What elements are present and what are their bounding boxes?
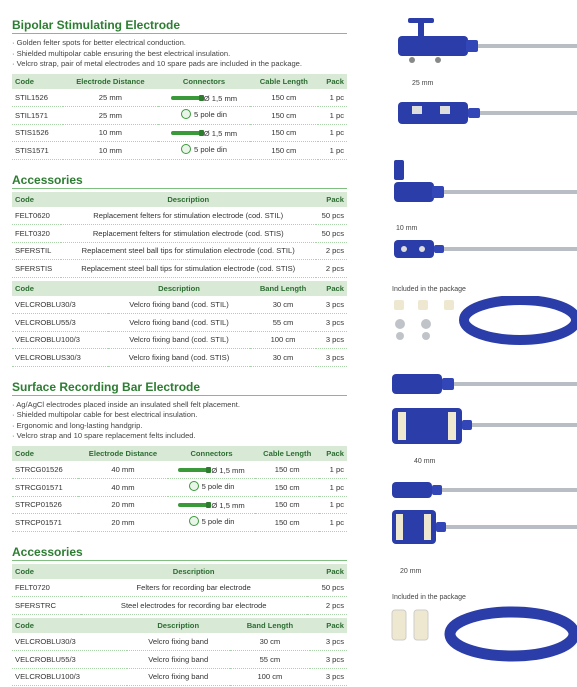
product-code: VELCROBLUS30/3 bbox=[12, 349, 108, 367]
package-contents-2-image bbox=[388, 604, 577, 666]
product-description: Velcro fixing band (cod. STIS) bbox=[108, 349, 249, 367]
stis-electrode-image bbox=[388, 158, 577, 210]
cable-length: 150 cm bbox=[255, 461, 319, 479]
product-images bbox=[378, 0, 577, 687]
column-header: Description bbox=[81, 564, 307, 580]
package-contents-1-image bbox=[388, 296, 577, 346]
electrode-distance: 40 mm bbox=[78, 479, 168, 497]
din-connector-icon bbox=[189, 516, 199, 526]
column-header: Pack bbox=[318, 74, 347, 90]
pack-quantity: 3 pcs bbox=[316, 349, 347, 367]
connector-label: Ø 1,5 mm bbox=[203, 128, 238, 138]
electrode-distance: 20 mm bbox=[78, 514, 168, 532]
table-row bbox=[12, 207, 347, 225]
feature-bullet: · Velcro strap, pair of metal electrodes and 10 spare pads are included in the package. bbox=[12, 59, 347, 70]
column-header: Connectors bbox=[158, 74, 250, 90]
band-length: 55 cm bbox=[230, 651, 310, 669]
feature-bullet: · Velcro strap and 10 spare replacement felts included. bbox=[12, 431, 347, 442]
column-header: Band Length bbox=[250, 281, 317, 297]
column-header: Pack bbox=[319, 446, 347, 462]
cable-length: 150 cm bbox=[250, 124, 318, 142]
table-row bbox=[12, 514, 347, 532]
bipolar-features bbox=[12, 38, 347, 70]
column-header: Pack bbox=[307, 564, 347, 580]
feature-bullet: · Golden felter spots for better electrical conduction. bbox=[12, 38, 347, 49]
table-row bbox=[12, 89, 347, 107]
column-header: Connectors bbox=[168, 446, 255, 462]
table-row bbox=[12, 461, 347, 479]
dim-label-25: 25 mm bbox=[412, 80, 434, 87]
section-title-bipolar: Bipolar Stimulating Electrode bbox=[12, 17, 347, 34]
column-header: Code bbox=[12, 281, 108, 297]
feature-bullet: · Shielded multipolar cable for best electrical insulation. bbox=[12, 410, 347, 421]
stil-electrode-image bbox=[388, 14, 577, 66]
product-code: STRCP01526 bbox=[12, 496, 78, 514]
product-description: Velcro fixing band (cod. STIL) bbox=[108, 331, 249, 349]
product-code: FELT0720 bbox=[12, 579, 81, 597]
table-row bbox=[12, 225, 347, 243]
product-description: Velcro fixing band (cod. STIL) bbox=[108, 314, 249, 332]
column-header: Code bbox=[12, 192, 61, 208]
connector-cell bbox=[158, 89, 250, 107]
table-row bbox=[12, 597, 347, 615]
package-label-1: Included in the package bbox=[392, 286, 466, 293]
stis-electrode-side-image bbox=[388, 236, 577, 266]
product-code: VELCROBLU30/3 bbox=[12, 296, 108, 314]
table-row bbox=[12, 260, 347, 278]
cable-length: 150 cm bbox=[255, 479, 319, 497]
pack-quantity: 1 pc bbox=[318, 142, 347, 160]
recording-features bbox=[12, 400, 347, 442]
table-row bbox=[12, 496, 347, 514]
product-code: VELCROBLU30/3 bbox=[12, 633, 127, 651]
pack-quantity: 3 pcs bbox=[310, 668, 347, 686]
cable-length: 150 cm bbox=[250, 89, 318, 107]
column-header: Description bbox=[61, 192, 316, 208]
pack-quantity: 3 pcs bbox=[310, 651, 347, 669]
column-header: Code bbox=[12, 74, 63, 90]
pack-quantity: 3 pcs bbox=[316, 314, 347, 332]
table-row bbox=[12, 124, 347, 142]
column-header: Code bbox=[12, 564, 81, 580]
product-description: Replacement steel ball tips for stimulation electrode (cod. STIS) bbox=[61, 260, 316, 278]
connector-cell bbox=[158, 107, 250, 125]
column-header: Band Length bbox=[230, 618, 310, 634]
connector-cell bbox=[168, 461, 255, 479]
column-header: Pack bbox=[310, 618, 347, 634]
product-description: Replacement steel ball tips for stimulation electrode (cod. STIL) bbox=[61, 242, 316, 260]
connector-cell bbox=[158, 142, 250, 160]
column-header: Pack bbox=[316, 192, 347, 208]
electrode-distance: 25 mm bbox=[63, 89, 158, 107]
section-title-accessories-1: Accessories bbox=[12, 172, 347, 189]
pack-quantity: 2 pcs bbox=[307, 597, 347, 615]
connector-label: 5 pole din bbox=[201, 481, 235, 491]
accessories-table-1 bbox=[12, 192, 347, 278]
dim-label-40: 40 mm bbox=[414, 458, 436, 465]
section-title-recording: Surface Recording Bar Electrode bbox=[12, 379, 347, 396]
velcro-table-1 bbox=[12, 281, 347, 367]
cable-length: 150 cm bbox=[255, 514, 319, 532]
recording-table bbox=[12, 446, 347, 532]
din-connector-icon bbox=[181, 109, 191, 119]
cable-length: 150 cm bbox=[255, 496, 319, 514]
band-length: 30 cm bbox=[230, 633, 310, 651]
connector-cell bbox=[168, 514, 255, 532]
dim-label-20: 20 mm bbox=[400, 568, 422, 575]
product-description: Felters for recording bar electrode bbox=[81, 579, 307, 597]
pack-quantity: 1 pc bbox=[318, 107, 347, 125]
recording-bar-40-image bbox=[388, 372, 577, 452]
product-description: Velcro fixing band bbox=[127, 668, 230, 686]
pack-quantity: 1 pc bbox=[318, 89, 347, 107]
connector-label: Ø 1,5 mm bbox=[211, 465, 245, 475]
product-code: FELT0320 bbox=[12, 225, 61, 243]
pack-quantity: 3 pcs bbox=[316, 296, 347, 314]
column-header: Cable Length bbox=[250, 74, 318, 90]
table-row bbox=[12, 142, 347, 160]
electrode-distance: 10 mm bbox=[63, 124, 158, 142]
connector-label: 5 pole din bbox=[201, 516, 235, 526]
column-header: Description bbox=[108, 281, 249, 297]
product-description: Steel electrodes for recording bar electrode bbox=[81, 597, 307, 615]
product-code: STRCG01571 bbox=[12, 479, 78, 497]
product-description: Replacement felters for stimulation electrode (cod. STIL) bbox=[61, 207, 316, 225]
pack-quantity: 50 pcs bbox=[316, 225, 347, 243]
electrode-distance: 25 mm bbox=[63, 107, 158, 125]
column-header: Electrode Distance bbox=[78, 446, 168, 462]
product-description: Velcro fixing band bbox=[127, 651, 230, 669]
cable-length: 150 cm bbox=[250, 107, 318, 125]
connector-label: Ø 1,5 mm bbox=[203, 93, 238, 103]
din-connector-icon bbox=[189, 481, 199, 491]
dim-label-10: 10 mm bbox=[396, 225, 418, 232]
table-row bbox=[12, 296, 347, 314]
column-header: Description bbox=[127, 618, 230, 634]
feature-bullet: · Ergonomic and long-lasting handgrip. bbox=[12, 421, 347, 432]
pin-connector-icon bbox=[171, 96, 201, 100]
pack-quantity: 1 pc bbox=[319, 514, 347, 532]
pack-quantity: 2 pcs bbox=[316, 242, 347, 260]
column-header: Pack bbox=[316, 281, 347, 297]
band-length: 100 cm bbox=[230, 668, 310, 686]
pack-quantity: 2 pcs bbox=[316, 260, 347, 278]
column-header: Code bbox=[12, 446, 78, 462]
section-title-accessories-2: Accessories bbox=[12, 544, 347, 561]
product-code: VELCROBLU55/3 bbox=[12, 314, 108, 332]
product-description: Velcro fixing band bbox=[127, 633, 230, 651]
product-code: FELT0620 bbox=[12, 207, 61, 225]
pack-quantity: 1 pc bbox=[319, 479, 347, 497]
table-row bbox=[12, 314, 347, 332]
column-header: Cable Length bbox=[255, 446, 319, 462]
product-description: Replacement felters for stimulation electrode (cod. STIS) bbox=[61, 225, 316, 243]
table-row bbox=[12, 349, 347, 367]
product-code: STIL1571 bbox=[12, 107, 63, 125]
accessories-table-2 bbox=[12, 564, 347, 615]
product-code: VELCROBLU100/3 bbox=[12, 668, 127, 686]
table-row bbox=[12, 242, 347, 260]
pack-quantity: 1 pc bbox=[318, 124, 347, 142]
band-length: 30 cm bbox=[250, 349, 317, 367]
table-row bbox=[12, 107, 347, 125]
pin-connector-icon bbox=[178, 503, 208, 507]
connector-cell bbox=[168, 479, 255, 497]
connector-cell bbox=[158, 124, 250, 142]
feature-bullet: · Shielded multipolar cable ensuring the best electrical insulation. bbox=[12, 49, 347, 60]
column-header: Code bbox=[12, 618, 127, 634]
product-code: SFERSTIS bbox=[12, 260, 61, 278]
electrode-distance: 20 mm bbox=[78, 496, 168, 514]
pack-quantity: 1 pc bbox=[319, 496, 347, 514]
pin-connector-icon bbox=[171, 131, 201, 135]
product-code: STRCG01526 bbox=[12, 461, 78, 479]
product-code: SFERSTRC bbox=[12, 597, 81, 615]
connector-label: 5 pole din bbox=[193, 109, 227, 119]
recording-bar-20-image bbox=[388, 480, 577, 560]
connector-cell bbox=[168, 496, 255, 514]
pack-quantity: 3 pcs bbox=[310, 633, 347, 651]
product-code: STRCP01571 bbox=[12, 514, 78, 532]
band-length: 55 cm bbox=[250, 314, 317, 332]
din-connector-icon bbox=[181, 144, 191, 154]
product-code: VELCROBLU100/3 bbox=[12, 331, 108, 349]
pin-connector-icon bbox=[178, 468, 208, 472]
catalog-left-column bbox=[12, 0, 347, 686]
table-row bbox=[12, 479, 347, 497]
product-code: STIS1571 bbox=[12, 142, 63, 160]
stil-electrode-side-image bbox=[388, 94, 577, 134]
pack-quantity: 1 pc bbox=[319, 461, 347, 479]
product-code: VELCROBLU55/3 bbox=[12, 651, 127, 669]
table-row bbox=[12, 579, 347, 597]
product-description: Velcro fixing band (cod. STIL) bbox=[108, 296, 249, 314]
band-length: 100 cm bbox=[250, 331, 317, 349]
electrode-distance: 10 mm bbox=[63, 142, 158, 160]
package-label-2: Included in the package bbox=[392, 594, 466, 601]
connector-label: Ø 1,5 mm bbox=[211, 500, 245, 510]
electrode-distance: 40 mm bbox=[78, 461, 168, 479]
pack-quantity: 50 pcs bbox=[307, 579, 347, 597]
cable-length: 150 cm bbox=[250, 142, 318, 160]
column-header: Electrode Distance bbox=[63, 74, 158, 90]
pack-quantity: 3 pcs bbox=[316, 331, 347, 349]
table-row bbox=[12, 668, 347, 686]
table-row bbox=[12, 331, 347, 349]
table-row bbox=[12, 633, 347, 651]
connector-label: 5 pole din bbox=[193, 144, 227, 154]
table-row bbox=[12, 651, 347, 669]
pack-quantity: 50 pcs bbox=[316, 207, 347, 225]
band-length: 30 cm bbox=[250, 296, 317, 314]
product-code: STIL1526 bbox=[12, 89, 63, 107]
velcro-table-2 bbox=[12, 618, 347, 687]
bipolar-table bbox=[12, 74, 347, 160]
product-code: SFERSTIL bbox=[12, 242, 61, 260]
product-code: STIS1526 bbox=[12, 124, 63, 142]
feature-bullet: · Ag/AgCl electrodes placed inside an insulated shell felt placement. bbox=[12, 400, 347, 411]
